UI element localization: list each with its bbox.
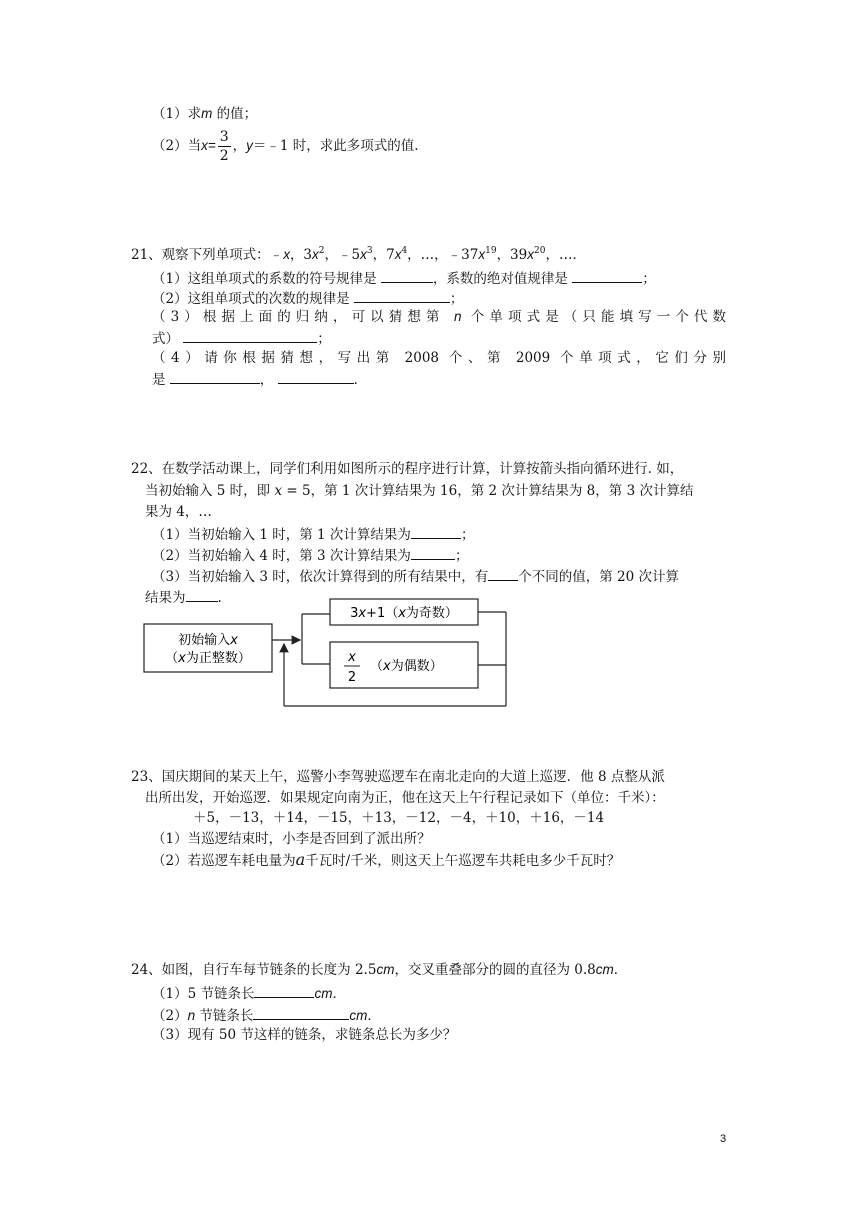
q21-part3 (152, 308, 726, 326)
var-n: n (187, 1008, 196, 1023)
input-box-line2 (165, 650, 251, 666)
exponent: 19 (485, 246, 497, 256)
q21-stem-part: ，7 (372, 247, 395, 263)
q21-stem-part: ，﹣5 (324, 247, 361, 263)
q21-part3-cont-text: 式） (152, 331, 179, 347)
q20-part1 (152, 105, 257, 123)
var-x: x (274, 483, 283, 499)
q21-part3-cont (152, 328, 331, 348)
input-box-line1 (178, 632, 238, 648)
q22-stem-text: = 5，第 1 次计算结果为 16，第 2 次计算结果为 8，第 3 次计算结 (286, 483, 694, 499)
q23-records (193, 809, 604, 827)
var-x: x (178, 651, 186, 666)
q22-stem-line2 (145, 482, 693, 500)
var-x: x (358, 606, 367, 621)
q22-part2-text: （2）当初始输入 4 时，第 3 次计算结果为 (152, 548, 411, 564)
q22-stem-text: 当初始输入 5 时，即 (145, 483, 271, 499)
input-condition: 为正整数） (185, 651, 251, 666)
q24-part3-text: （3）现有 50 节这样的链条，求链条总长为多少？ (152, 1027, 457, 1043)
var-x: x (312, 247, 319, 262)
q20-part2-text: （2）当 (152, 138, 202, 154)
even-frac-den: 2 (347, 670, 357, 685)
even-frac-num: x (348, 650, 356, 665)
q24-part1 (152, 983, 346, 1003)
q24-stem-text: 24、如图，自行车每节链条的长度为 2.5 (131, 962, 377, 978)
q20-part1-end: 的值； (216, 106, 258, 122)
q21-stem-text: 21、观察下列单项式：﹣ (131, 247, 284, 263)
var-x: x (527, 247, 534, 262)
q20-part2 (152, 128, 419, 165)
odd-coef: 3 (350, 606, 359, 621)
q23-part2-text: （2）若巡逻车耗电量为 (152, 853, 296, 869)
q21-part2-end: ； (449, 291, 464, 307)
answer-blank[interactable] (572, 268, 642, 283)
odd-plus-one: +1（ (366, 606, 399, 621)
exponent: 2 (318, 246, 325, 256)
var-m: m (201, 106, 213, 121)
var-n: n (453, 309, 462, 324)
unit-cm: cm (349, 1008, 368, 1023)
q24-part2 (152, 1005, 381, 1025)
q21-part1-mid: ，系数的绝对值规律是 (432, 271, 568, 287)
page-number: 3 (720, 1133, 727, 1145)
var-a: a (295, 850, 306, 869)
answer-blank[interactable] (381, 268, 433, 283)
answer-blank[interactable] (411, 545, 455, 560)
q22-stem-line3 (145, 503, 212, 521)
unit-cm: cm (595, 962, 614, 977)
q21-part4 (152, 349, 726, 367)
exponent: 20 (534, 246, 546, 256)
q24-stem (131, 961, 627, 979)
q21-part3-mid: 个单项式是（只能填写一个代数 (470, 309, 727, 325)
q21-stem-part: ，3 (289, 247, 313, 263)
answer-blank[interactable] (278, 369, 354, 384)
q21-part4-cont-text: 是 (152, 372, 166, 388)
answer-blank[interactable] (488, 566, 518, 581)
q21-part1-text: （1）这组单项式的系数的符号规律是 (152, 271, 377, 287)
answer-blank[interactable] (254, 983, 314, 998)
var-x: x (230, 633, 238, 648)
q23-stem-text: 23、国庆期间的某天上午，巡警小李驾驶巡逻车在南北走向的大道上巡逻．他 8 点整从派 (131, 769, 665, 785)
unit-cm: cm (376, 962, 395, 977)
q21-part1 (152, 268, 656, 288)
q24-stem-mid: ，交叉重叠部分的圆的直径为 0.8 (394, 962, 596, 978)
var-x: x (398, 606, 406, 621)
q22-part3-mid: 个不同的值，第 20 次计算 (518, 569, 680, 585)
q21-part3-text: （3）根据上面的归纳，可以猜想第 (152, 309, 445, 325)
program-flow-diagram (140, 594, 540, 714)
answer-blank[interactable] (253, 1005, 349, 1020)
q23-part1 (152, 830, 431, 848)
q22-stem-text: 果为 4，… (145, 504, 212, 520)
q22-part3-end: . (217, 590, 222, 606)
answer-blank[interactable] (170, 369, 260, 384)
q22-part1-text: （1）当初始输入 1 时，第 1 次计算结果为 (152, 527, 411, 543)
q23-stem-text: 出所出发，开始巡逻．如果规定向南为正，他在这天上午行程记录如下（单位：千米）： (145, 790, 665, 806)
q22-stem-line1 (131, 460, 683, 478)
var-x: x (383, 659, 391, 674)
fraction-three-halves (218, 128, 231, 165)
exponent: 4 (401, 246, 408, 256)
even-condition: 为偶数） (390, 659, 443, 674)
q21-part4-cont (152, 369, 367, 389)
var-x: x (360, 247, 367, 262)
fraction-numerator: 3 (219, 129, 229, 145)
q20-part2-end: ＝﹣1 时，求此多项式的值. (252, 138, 419, 154)
q20-part2-comma: ， (232, 138, 247, 154)
q21-part4-end: ． (353, 372, 368, 388)
exponent: 3 (366, 246, 373, 256)
input-label: 初始输入 (178, 633, 231, 648)
q21-stem-part: ，…． (545, 247, 586, 263)
answer-blank[interactable] (354, 288, 450, 303)
var-x: x (394, 247, 402, 262)
var-y: y (246, 138, 253, 153)
q21-part1-end: ； (642, 271, 656, 287)
odd-condition: 为奇数） (405, 606, 458, 621)
q22-part3-text: （3）当初始输入 3 时，依次计算得到的所有结果中，有 (152, 569, 489, 585)
q22-part3 (152, 566, 679, 586)
q20-part1-text: （1）求 (152, 106, 202, 122)
answer-blank[interactable] (183, 328, 317, 343)
q24-part2-mid: 节链条长 (199, 1008, 254, 1024)
fraction-denominator: 2 (219, 148, 229, 164)
q23-part2 (152, 851, 620, 870)
q23-part1-text: （1）当巡逻结束时，小李是否回到了派出所？ (152, 831, 431, 847)
odd-box-label (350, 605, 458, 621)
q24-part1-end: ． (332, 986, 346, 1002)
q23-stem-line1 (131, 768, 665, 786)
paren-open: （ (165, 651, 179, 666)
q24-part1-text: （1）5 节链条长 (152, 986, 255, 1002)
q23-part2-end: 千瓦时/千米，则这天上午巡逻车共耗电多少千瓦时？ (305, 853, 621, 869)
q24-stem-end: ． (613, 962, 628, 978)
q21-part4-comma: ， (259, 372, 274, 388)
q22-part3-cont-text: 结果为 (145, 590, 186, 606)
q21-stem-part: ，39 (496, 247, 528, 263)
q22-part1-end: ； (460, 527, 475, 543)
q24-part2-text: （2） (152, 1008, 188, 1024)
q23-stem-line2 (145, 789, 665, 807)
q21-part4-text: （4）请你根据猜想，写出第 2008 个、第 2009 个单项式，它们分别 (152, 350, 726, 366)
q21-part2 (152, 288, 463, 308)
q22-stem-text: 22、在数学活动课上，同学们利用如图所示的程序进行计算，计算按箭头指向循环进行. 如， (131, 461, 684, 477)
var-x: x (478, 247, 486, 262)
answer-blank[interactable] (411, 524, 461, 539)
q24-part3 (152, 1026, 456, 1044)
q22-part2 (152, 545, 468, 565)
paren-open: （ (370, 659, 384, 674)
q21-part2-text: （2）这组单项式的次数的规律是 (152, 291, 350, 307)
q22-part2-end: ； (454, 548, 469, 564)
var-x: x= (201, 138, 216, 153)
q21-part3-end: ； (317, 331, 331, 347)
q21-stem-part: ，…，﹣37 (407, 247, 479, 263)
unit-cm: cm (314, 986, 333, 1001)
q22-part1 (152, 524, 474, 544)
q21-stem (131, 246, 586, 264)
even-box-label (370, 658, 443, 674)
q24-part2-end: ． (367, 1008, 381, 1024)
var-x: x (283, 247, 290, 262)
patrol-records: ＋5，－13，＋14，－15，＋13，－12，－4，＋10，＋16，－14 (193, 810, 605, 826)
